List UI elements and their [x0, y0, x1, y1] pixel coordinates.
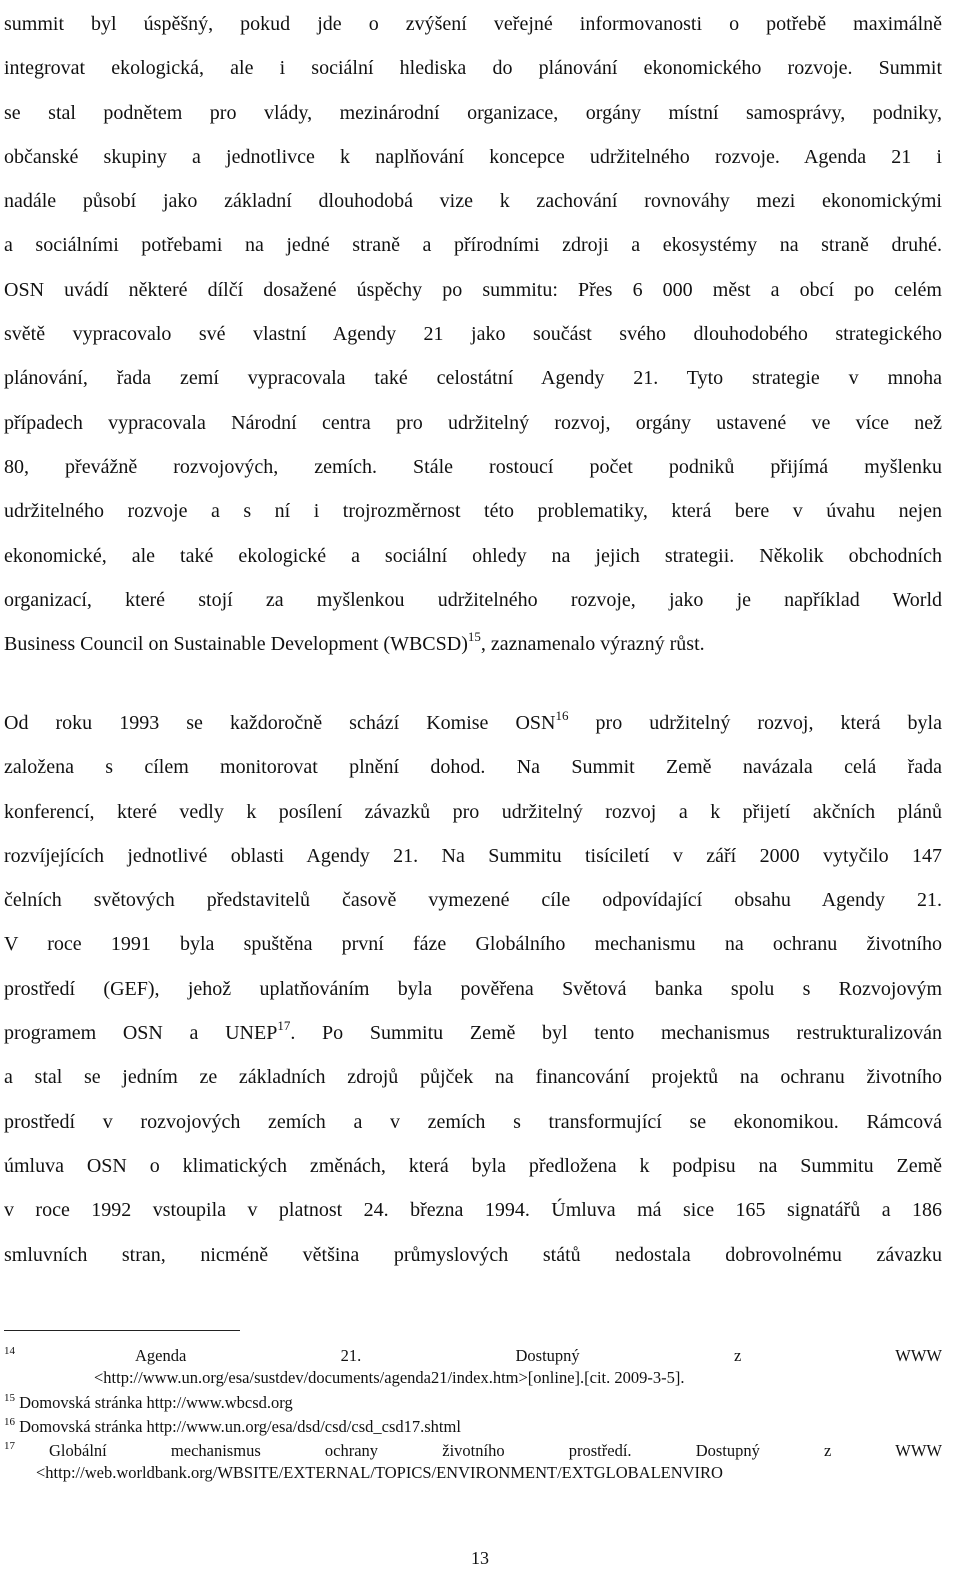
footnote-text[interactable]: Domovská stránka http://www.un.org/esa/dsd/csd/csd_csd17.shtml: [19, 1417, 461, 1436]
footnote-line: [4, 1393, 293, 1412]
text-fragment: . Po Summitu Země byl tento mechanismus restrukturalizován: [290, 1022, 942, 1045]
text-line: organizací, které stojí za myšlenkou udržitelného rozvoje, jako je například World: [4, 588, 942, 611]
text-line: konferencí, které vedly k posílení závazků pro udržitelný rozvoj a k přijetí akčních plánů: [4, 800, 942, 823]
text-line: [4, 701, 942, 745]
text-line: integrovat ekologická, ale i sociální hlediska do plánování ekonomického rozvoje. Summit: [4, 57, 942, 80]
text-fragment: pro udržitelný rozvoj, která byla: [568, 712, 942, 734]
footnote-14: [4, 1345, 942, 1389]
footnote-15: [4, 1392, 942, 1414]
footnote-number: 17: [4, 1440, 15, 1452]
text-fragment: Od roku 1993 se každoročně schází Komise OSN: [4, 712, 556, 734]
text-fragment: programem OSN a UNEP: [4, 1022, 278, 1045]
footnote-line: [4, 1345, 942, 1367]
paragraph-1: [4, 2, 942, 666]
text-line: nadále působí jako základní dlouhodobá vize k zachování rovnováhy mezi ekonomickými: [4, 190, 942, 213]
footnote-number: 14: [4, 1345, 15, 1357]
text-line: občanské skupiny a jednotlivce k naplňování koncepce udržitelného rozvoje. Agenda 21 i: [4, 145, 942, 168]
footnote-number: 16: [4, 1416, 15, 1428]
footnote-link[interactable]: <http://www.un.org/esa/sustdev/documents/agenda21/index.htm>[online].[cit. 2009-3-5].: [94, 1368, 685, 1387]
footnote-link[interactable]: <http://web.worldbank.org/WBSITE/EXTERNAL/TOPICS/ENVIRONMENT/EXTGLOBALENVIRO: [36, 1463, 723, 1482]
text-line: 80, převážně rozvojových, zemích. Stále rostoucí počet podniků přijímá myšlenku: [4, 455, 942, 478]
footnote-line: [4, 1417, 461, 1436]
text-line: a sociálními potřebami na jedné straně a přírodními zdroji a ekosystémy na straně druhé.: [4, 234, 942, 257]
paragraph-2: [4, 701, 942, 1277]
text-line: a stal se jedním ze základních zdrojů půjček na financování projektů na ochranu životního: [4, 1066, 942, 1089]
footnote-17: [4, 1440, 942, 1484]
text-fragment: , zaznamenalo výrazný růst.: [480, 633, 705, 656]
text-line: čelních světových představitelů časově vymezené cíle odpovídající obsahu Agendy 21.: [4, 889, 942, 912]
text-line: OSN uvádí některé dílčí dosažené úspěchy po summitu: Přes 6 000 měst a obcí po celém: [4, 278, 942, 301]
text-line: založena s cílem monitorovat plnění dohod. Na Summit Země navázala celá řada: [4, 756, 942, 779]
text-fragment: Business Council on Sustainable Development (WBCSD): [4, 633, 468, 656]
text-line: rozvíjejících jednotlivé oblasti Agendy 21. Na Summitu tisíciletí v září 2000 vytyčilo 147: [4, 844, 942, 867]
footnote-ref-16[interactable]: 16: [555, 708, 569, 723]
footnote-text: Globální mechanismus ochrany životního prostředí. Dostupný z WWW: [49, 1441, 942, 1460]
text-line: plánování, řada zemí vypracovala také celostátní Agendy 21. Tyto strategie v mnoha: [4, 367, 942, 390]
text-line: se stal podnětem pro vlády, mezinárodní organizace, orgány místní samosprávy, podniky,: [4, 101, 942, 124]
text-line: summit byl úspěšný, pokud jde o zvýšení veřejné informovanosti o potřebě maximálně: [4, 13, 942, 35]
footnote-number: 15: [4, 1392, 15, 1404]
text-line: prostředí (GEF), jehož uplatňováním byla pověřena Světová banka spolu s Rozvojovým: [4, 977, 942, 1000]
text-line: úmluva OSN o klimatických změnách, která byla předložena k podpisu na Summitu Země: [4, 1154, 942, 1177]
text-line: udržitelného rozvoje a s ní i trojrozměrnost této problematiky, která bere v úvahu nejen: [4, 500, 942, 523]
footnote-text[interactable]: Domovská stránka http://www.wbcsd.org: [19, 1393, 293, 1412]
footnote-16: [4, 1416, 942, 1438]
footnote-ref-17[interactable]: 17: [277, 1018, 291, 1034]
footnote-divider: [4, 1330, 240, 1331]
footnote-line: [4, 1440, 942, 1462]
text-line: smluvních stran, nicméně většina průmyslových států nedostala dobrovolnému závazku: [4, 1243, 942, 1266]
text-line: [4, 622, 942, 666]
text-line: v roce 1992 vstoupila v platnost 24. března 1994. Úmluva má sice 165 signatářů a 186: [4, 1199, 942, 1222]
footnote-text: Agenda 21. Dostupný z WWW: [135, 1346, 942, 1365]
text-line: prostředí v rozvojových zemích a v zemích s transformující se ekonomikou. Rámcová: [4, 1110, 942, 1133]
footnote-ref-15[interactable]: 15: [467, 629, 481, 645]
text-line: ekonomické, ale také ekologické a sociální ohledy na jejich strategii. Několik obchodních: [4, 544, 942, 567]
text-line: V roce 1991 byla spuštěna první fáze Globálního mechanismu na ochranu životního: [4, 933, 942, 956]
page-number: 13: [471, 1548, 489, 1568]
text-line: případech vypracovala Národní centra pro udržitelný rozvoj, orgány ustavené ve více než: [4, 411, 942, 434]
text-line: světě vypracovalo své vlastní Agendy 21 jako součást svého dlouhodobého strategického: [4, 323, 942, 346]
text-line: [4, 1011, 942, 1055]
